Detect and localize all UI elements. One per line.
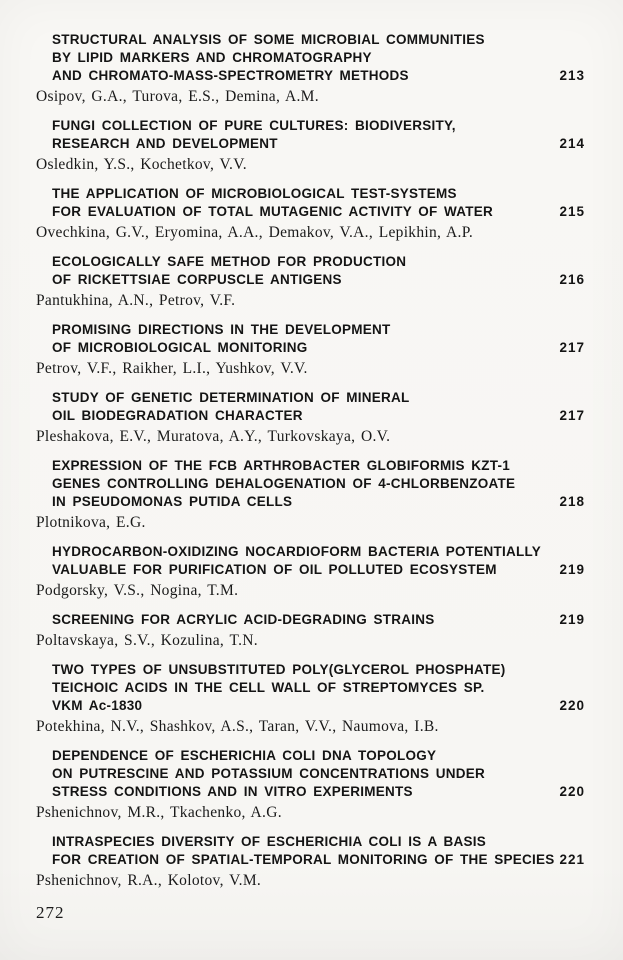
entry-title-line: OF MICROBIOLOGICAL MONITORING — [52, 340, 308, 355]
entry-page-number: 214 — [559, 136, 585, 151]
entry-title-line: EXPRESSION OF THE FCB ARTHROBACTER GLOBIFORMIS KZT-1 — [52, 458, 511, 473]
entry-title — [36, 457, 515, 511]
entry-title-line: IN PSEUDOMONAS PUTIDA CELLS — [52, 494, 293, 509]
toc-entry — [36, 833, 585, 891]
toc-entry — [36, 321, 585, 379]
toc-entry — [36, 543, 585, 601]
toc-list — [36, 31, 585, 891]
entry-title-line: DEPENDENCE OF ESCHERICHIA COLI DNA TOPOLOGY — [52, 748, 437, 763]
entry-head — [36, 253, 585, 289]
entry-title-line: THE APPLICATION OF MICROBIOLOGICAL TEST-SYSTEMS — [52, 186, 457, 201]
entry-head — [36, 31, 585, 85]
entry-title-line: AND CHROMATO-MASS-SPECTROMETRY METHODS — [52, 68, 409, 83]
entry-head — [36, 611, 585, 629]
page-number-footer: 272 — [36, 903, 65, 922]
entry-authors: Podgorsky, V.S., Nogina, T.M. — [36, 582, 239, 599]
entry-title — [36, 117, 456, 153]
entry-authors: Pshenichnov, R.A., Kolotov, V.M. — [36, 872, 262, 889]
entry-title — [36, 747, 485, 801]
entry-title — [36, 661, 506, 715]
entry-title — [36, 389, 410, 425]
toc-entry — [36, 185, 585, 243]
entry-page-number: 215 — [559, 204, 585, 219]
entry-title-line: STUDY OF GENETIC DETERMINATION OF MINERAL — [52, 390, 410, 405]
entry-authors: Petrov, V.F., Raikher, L.I., Yushkov, V.V. — [36, 360, 308, 377]
entry-authors: Pantukhina, A.N., Petrov, V.F. — [36, 292, 236, 309]
entry-title-line: VALUABLE FOR PURIFICATION OF OIL POLLUTED ECOSYSTEM — [52, 562, 497, 577]
entry-title-line: OIL BIODEGRADATION CHARACTER — [52, 408, 303, 423]
entry-head — [36, 457, 585, 511]
entry-authors: Plotnikova, E.G. — [36, 514, 146, 531]
entry-head — [36, 321, 585, 357]
entry-title-line: STRUCTURAL ANALYSIS OF SOME MICROBIAL COMMUNITIES — [52, 32, 485, 47]
entry-title — [36, 321, 391, 357]
entry-title-line: ECOLOGICALLY SAFE METHOD FOR PRODUCTION — [52, 254, 407, 269]
entry-authors: Ovechkina, G.V., Eryomina, A.A., Demakov, V.A., Lepikhin, A.P. — [36, 224, 474, 241]
toc-entry — [36, 747, 585, 823]
entry-title-line: GENES CONTROLLING DEHALOGENATION OF 4-CHLORBENZOATE — [52, 476, 516, 491]
entry-head — [36, 747, 585, 801]
entry-title — [36, 833, 555, 869]
entry-title-line: INTRASPECIES DIVERSITY OF ESCHERICHIA COLI IS A BASIS — [52, 834, 487, 849]
entry-head — [36, 185, 585, 221]
entry-title-line: TWO TYPES OF UNSUBSTITUTED POLY(GLYCEROL PHOSPHATE) — [52, 662, 506, 677]
entry-page-number: 213 — [559, 68, 585, 83]
toc-entry — [36, 117, 585, 175]
toc-entry — [36, 253, 585, 311]
entry-head — [36, 661, 585, 715]
entry-page-number: 220 — [559, 784, 585, 799]
entry-page-number: 219 — [559, 562, 585, 577]
entry-title — [36, 611, 435, 629]
entry-head — [36, 117, 585, 153]
entry-authors: Poltavskaya, S.V., Kozulina, T.N. — [36, 632, 258, 649]
entry-page-number: 220 — [559, 698, 585, 713]
entry-title-line: PROMISING DIRECTIONS IN THE DEVELOPMENT — [52, 322, 391, 337]
toc-entry — [36, 457, 585, 533]
entry-page-number: 219 — [559, 612, 585, 627]
toc-entry — [36, 31, 585, 107]
entry-head — [36, 543, 585, 579]
entry-title-line: FOR EVALUATION OF TOTAL MUTAGENIC ACTIVITY OF WATER — [52, 204, 493, 219]
entry-page-number: 221 — [559, 852, 585, 867]
entry-authors: Potekhina, N.V., Shashkov, A.S., Taran, V.V., Naumova, I.B. — [36, 718, 439, 735]
entry-authors: Osledkin, Y.S., Kochetkov, V.V. — [36, 156, 247, 173]
entry-authors: Pleshakova, E.V., Muratova, A.Y., Turkovskaya, O.V. — [36, 428, 391, 445]
entry-title — [36, 543, 541, 579]
entry-title-line: FUNGI COLLECTION OF PURE CULTURES: BIODIVERSITY, — [52, 118, 456, 133]
entry-head — [36, 833, 585, 869]
entry-page-number: 218 — [559, 494, 585, 509]
entry-title-line: RESEARCH AND DEVELOPMENT — [52, 136, 278, 151]
entry-title-line: ON PUTRESCINE AND POTASSIUM CONCENTRATIONS UNDER — [52, 766, 486, 781]
entry-title-line: OF RICKETTSIAE CORPUSCLE ANTIGENS — [52, 272, 342, 287]
entry-head — [36, 389, 585, 425]
entry-title — [36, 31, 485, 85]
entry-page-number: 217 — [559, 340, 585, 355]
toc-entry — [36, 389, 585, 447]
entry-page-number: 216 — [559, 272, 585, 287]
entry-title-line: BY LIPID MARKERS AND CHROMATOGRAPHY — [52, 50, 372, 65]
entry-title-line: VKM Ac-1830 — [52, 698, 143, 713]
entry-page-number: 217 — [559, 408, 585, 423]
entry-title — [36, 185, 493, 221]
toc-entry — [36, 661, 585, 737]
entry-authors: Osipov, G.A., Turova, E.S., Demina, A.M. — [36, 88, 319, 105]
entry-title-line: HYDROCARBON-OXIDIZING NOCARDIOFORM BACTERIA POTENTIALLY — [52, 544, 541, 559]
entry-authors: Pshenichnov, M.R., Tkachenko, A.G. — [36, 804, 282, 821]
entry-title-line: STRESS CONDITIONS AND IN VITRO EXPERIMENTS — [52, 784, 413, 799]
entry-title-line: SCREENING FOR ACRYLIC ACID-DEGRADING STRAINS — [52, 612, 435, 627]
entry-title-line: FOR CREATION OF SPATIAL-TEMPORAL MONITORING OF THE SPECIES — [52, 852, 555, 867]
entry-title — [36, 253, 406, 289]
entry-title-line: TEICHOIC ACIDS IN THE CELL WALL OF STREPTOMYCES SP. — [52, 680, 485, 695]
toc-entry — [36, 611, 585, 651]
